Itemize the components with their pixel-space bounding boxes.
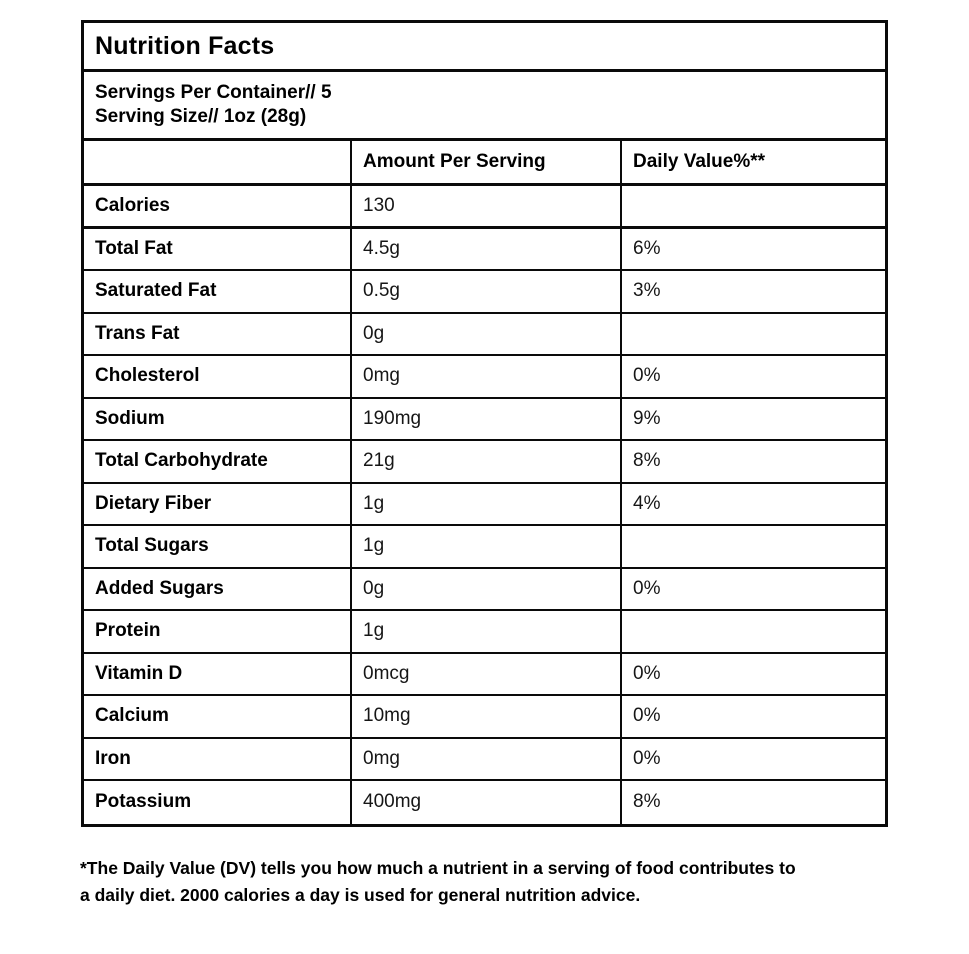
nutrient-amount: 0g <box>350 314 620 355</box>
nutrient-dv <box>620 314 885 355</box>
nutrient-name: Vitamin D <box>95 662 183 684</box>
table-row-potassium <box>84 781 885 824</box>
table-row-dietary-fiber <box>84 484 885 527</box>
nutrient-name: Protein <box>95 620 161 642</box>
nutrient-dv: 0% <box>620 696 885 737</box>
table-row-total-fat <box>84 229 885 272</box>
nutrient-dv: 0% <box>620 356 885 397</box>
nutrient-name: Calories <box>95 194 170 216</box>
nutrient-name: Sodium <box>95 407 165 429</box>
header-cell-nutrient <box>84 141 350 183</box>
table-row-protein <box>84 611 885 654</box>
nutrient-name: Total Sugars <box>95 535 209 557</box>
nutrient-dv: 0% <box>620 654 885 695</box>
nutrient-dv <box>620 611 885 652</box>
nutrient-name: Saturated Fat <box>95 280 217 302</box>
serving-size-text: Serving Size// 1oz (28g) <box>95 106 307 127</box>
nutrient-dv: 8% <box>620 781 885 824</box>
table-row-calcium <box>84 696 885 739</box>
nutrient-dv: 3% <box>620 271 885 312</box>
nutrient-amount: 4.5g <box>350 229 620 270</box>
nutrition-facts-label <box>81 20 888 827</box>
nutrient-name: Total Carbohydrate <box>95 450 268 472</box>
nutrient-name: Iron <box>95 747 131 769</box>
nutrient-amount: 190mg <box>350 399 620 440</box>
nutrient-dv: 8% <box>620 441 885 482</box>
nutrient-dv <box>620 186 885 226</box>
table-row-sodium <box>84 399 885 442</box>
table-row-vitamin-d <box>84 654 885 697</box>
nutrient-amount: 1g <box>350 611 620 652</box>
serving-info-section <box>84 72 885 141</box>
label-title-row <box>84 23 885 72</box>
servings-per-container-text: Servings Per Container// 5 <box>95 82 332 103</box>
nutrient-amount: 130 <box>350 186 620 226</box>
footnote-line-1: *The Daily Value (DV) tells you how much a nutrient in a serving of food contributes to <box>80 858 796 878</box>
table-row-cholesterol <box>84 356 885 399</box>
nutrient-name: Trans Fat <box>95 322 180 344</box>
table-row-iron <box>84 739 885 782</box>
table-header-row <box>84 141 885 186</box>
header-cell-daily-value: Daily Value%** <box>620 141 885 183</box>
nutrient-dv: 4% <box>620 484 885 525</box>
table-row-calories <box>84 186 885 229</box>
nutrient-dv: 6% <box>620 229 885 270</box>
nutrient-name: Dietary Fiber <box>95 492 212 514</box>
table-row-added-sugars <box>84 569 885 612</box>
table-row-total-sugars <box>84 526 885 569</box>
table-row-saturated-fat <box>84 271 885 314</box>
nutrient-amount: 0mg <box>350 739 620 780</box>
nutrient-dv: 0% <box>620 569 885 610</box>
nutrient-name: Total Fat <box>95 237 173 259</box>
header-cell-amount-per-serving: Amount Per Serving <box>350 141 620 183</box>
nutrient-amount: 400mg <box>350 781 620 824</box>
nutrient-name: Potassium <box>95 791 192 813</box>
footnote-line-2: a daily diet. 2000 calories a day is used for general nutrition advice. <box>80 885 641 905</box>
daily-value-footnote <box>80 855 910 909</box>
nutrient-amount: 21g <box>350 441 620 482</box>
table-row-trans-fat <box>84 314 885 357</box>
nutrient-amount: 0mg <box>350 356 620 397</box>
nutrient-amount: 1g <box>350 526 620 567</box>
nutrient-amount: 0mcg <box>350 654 620 695</box>
nutrient-name: Cholesterol <box>95 365 200 387</box>
nutrient-amount: 0g <box>350 569 620 610</box>
table-row-total-carbohydrate <box>84 441 885 484</box>
nutrient-dv: 9% <box>620 399 885 440</box>
nutrient-amount: 0.5g <box>350 271 620 312</box>
nutrient-name: Added Sugars <box>95 577 224 599</box>
label-title: Nutrition Facts <box>95 31 275 60</box>
nutrient-dv <box>620 526 885 567</box>
nutrient-amount: 10mg <box>350 696 620 737</box>
nutrient-name: Calcium <box>95 705 169 727</box>
nutrient-dv: 0% <box>620 739 885 780</box>
nutrient-amount: 1g <box>350 484 620 525</box>
